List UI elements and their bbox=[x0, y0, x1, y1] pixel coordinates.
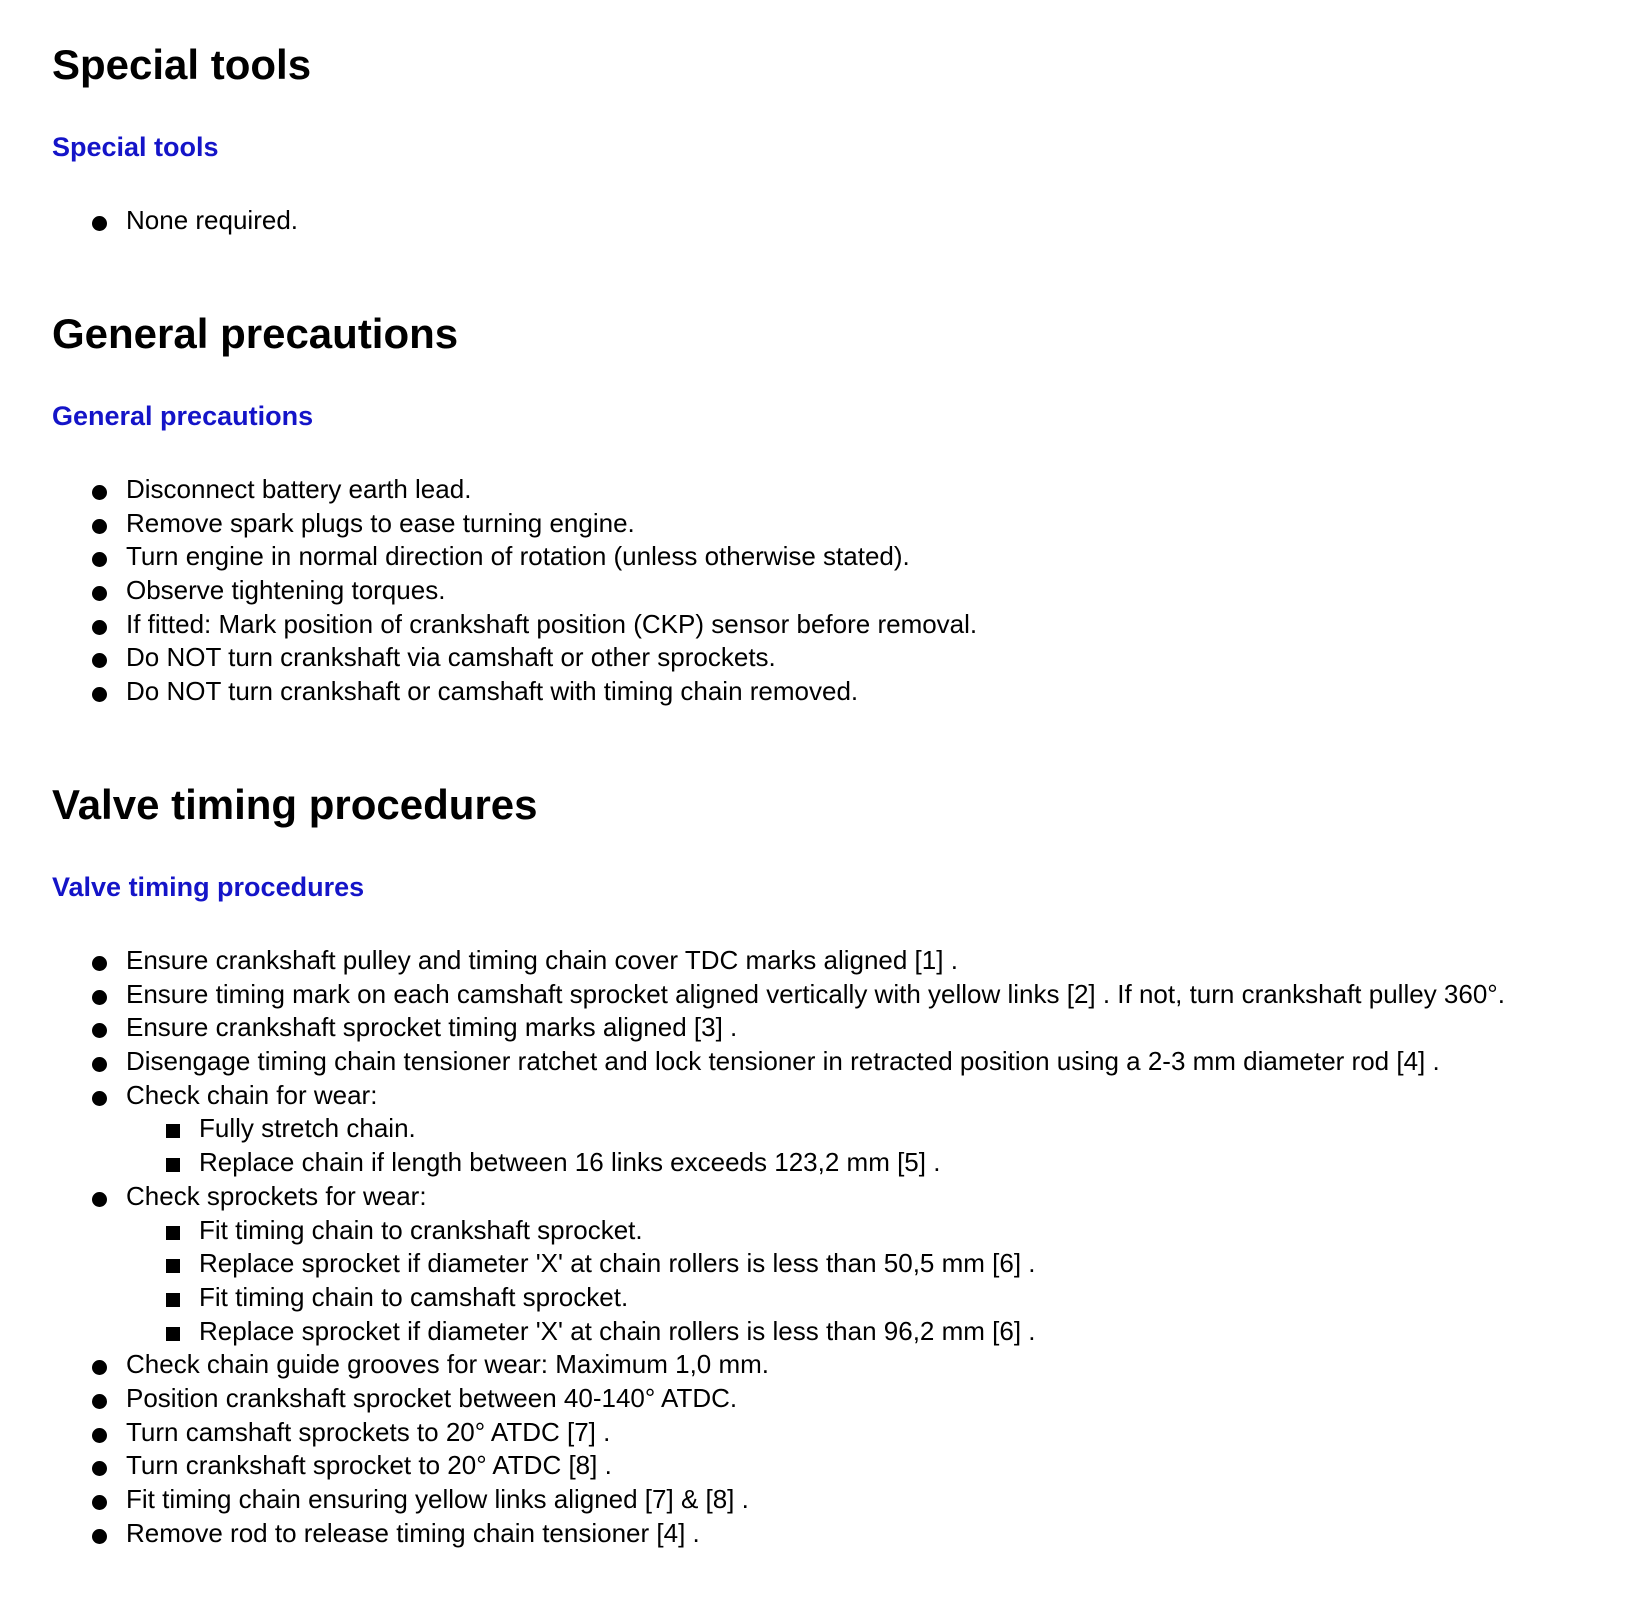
list-item: Do NOT turn crankshaft or camshaft with timing chain removed. bbox=[0, 675, 977, 709]
list-item: Do NOT turn crankshaft via camshaft or other sprockets. bbox=[0, 641, 977, 675]
list-item: Position crankshaft sprocket between 40-140° ATDC. bbox=[0, 1382, 1505, 1416]
sub-list-item: Replace chain if length between 16 links exceeds 123,2 mm [5] . bbox=[0, 1146, 1505, 1180]
list-item: Ensure crankshaft pulley and timing chain cover TDC marks aligned [1] . bbox=[0, 944, 1505, 978]
list-item: Turn camshaft sprockets to 20° ATDC [7] . bbox=[0, 1416, 1505, 1450]
sub-list-item: Fit timing chain to camshaft sprocket. bbox=[0, 1281, 1505, 1315]
list-item: Check chain for wear: bbox=[0, 1079, 1505, 1113]
list-item: Remove spark plugs to ease turning engine. bbox=[0, 507, 977, 541]
list-item: Observe tightening torques. bbox=[0, 574, 977, 608]
list-item: Remove rod to release timing chain tensioner [4] . bbox=[0, 1517, 1505, 1551]
subheading-special-tools: Special tools bbox=[52, 132, 219, 162]
sub-list-item: Fit timing chain to crankshaft sprocket. bbox=[0, 1214, 1505, 1248]
list-item: Fit timing chain ensuring yellow links aligned [7] & [8] . bbox=[0, 1483, 1505, 1517]
section-heading-general-precautions: General precautions bbox=[52, 310, 459, 357]
list-item: Disconnect battery earth lead. bbox=[0, 473, 977, 507]
list-item: Turn crankshaft sprocket to 20° ATDC [8] . bbox=[0, 1449, 1505, 1483]
sub-list-item: Fully stretch chain. bbox=[0, 1112, 1505, 1146]
list-item: Turn engine in normal direction of rotation (unless otherwise stated). bbox=[0, 540, 977, 574]
section-heading-valve-timing-procedures: Valve timing procedures bbox=[52, 781, 538, 828]
list-item: Ensure timing mark on each camshaft sprocket aligned vertically with yellow links [2] . If not, turn crankshaft pulley 360°. bbox=[0, 978, 1505, 1012]
list-item: Disengage timing chain tensioner ratchet and lock tensioner in retracted position using a 2-3 mm diameter rod [4] . bbox=[0, 1045, 1505, 1079]
list-item: Ensure crankshaft sprocket timing marks aligned [3] . bbox=[0, 1011, 1505, 1045]
list-item: If fitted: Mark position of crankshaft position (CKP) sensor before removal. bbox=[0, 608, 977, 642]
special-tools-list bbox=[0, 204, 298, 238]
valve-timing-procedures-list bbox=[0, 944, 1505, 1550]
subheading-general-precautions: General precautions bbox=[52, 401, 314, 431]
general-precautions-list bbox=[0, 473, 977, 709]
sub-list-item: Replace sprocket if diameter 'X' at chain rollers is less than 96,2 mm [6] . bbox=[0, 1315, 1505, 1349]
list-item: None required. bbox=[0, 204, 298, 238]
sub-list-item: Replace sprocket if diameter 'X' at chain rollers is less than 50,5 mm [6] . bbox=[0, 1247, 1505, 1281]
subheading-valve-timing-procedures: Valve timing procedures bbox=[52, 872, 365, 902]
list-item: Check sprockets for wear: bbox=[0, 1180, 1505, 1214]
section-heading-special-tools: Special tools bbox=[52, 41, 312, 88]
list-item: Check chain guide grooves for wear: Maximum 1,0 mm. bbox=[0, 1348, 1505, 1382]
